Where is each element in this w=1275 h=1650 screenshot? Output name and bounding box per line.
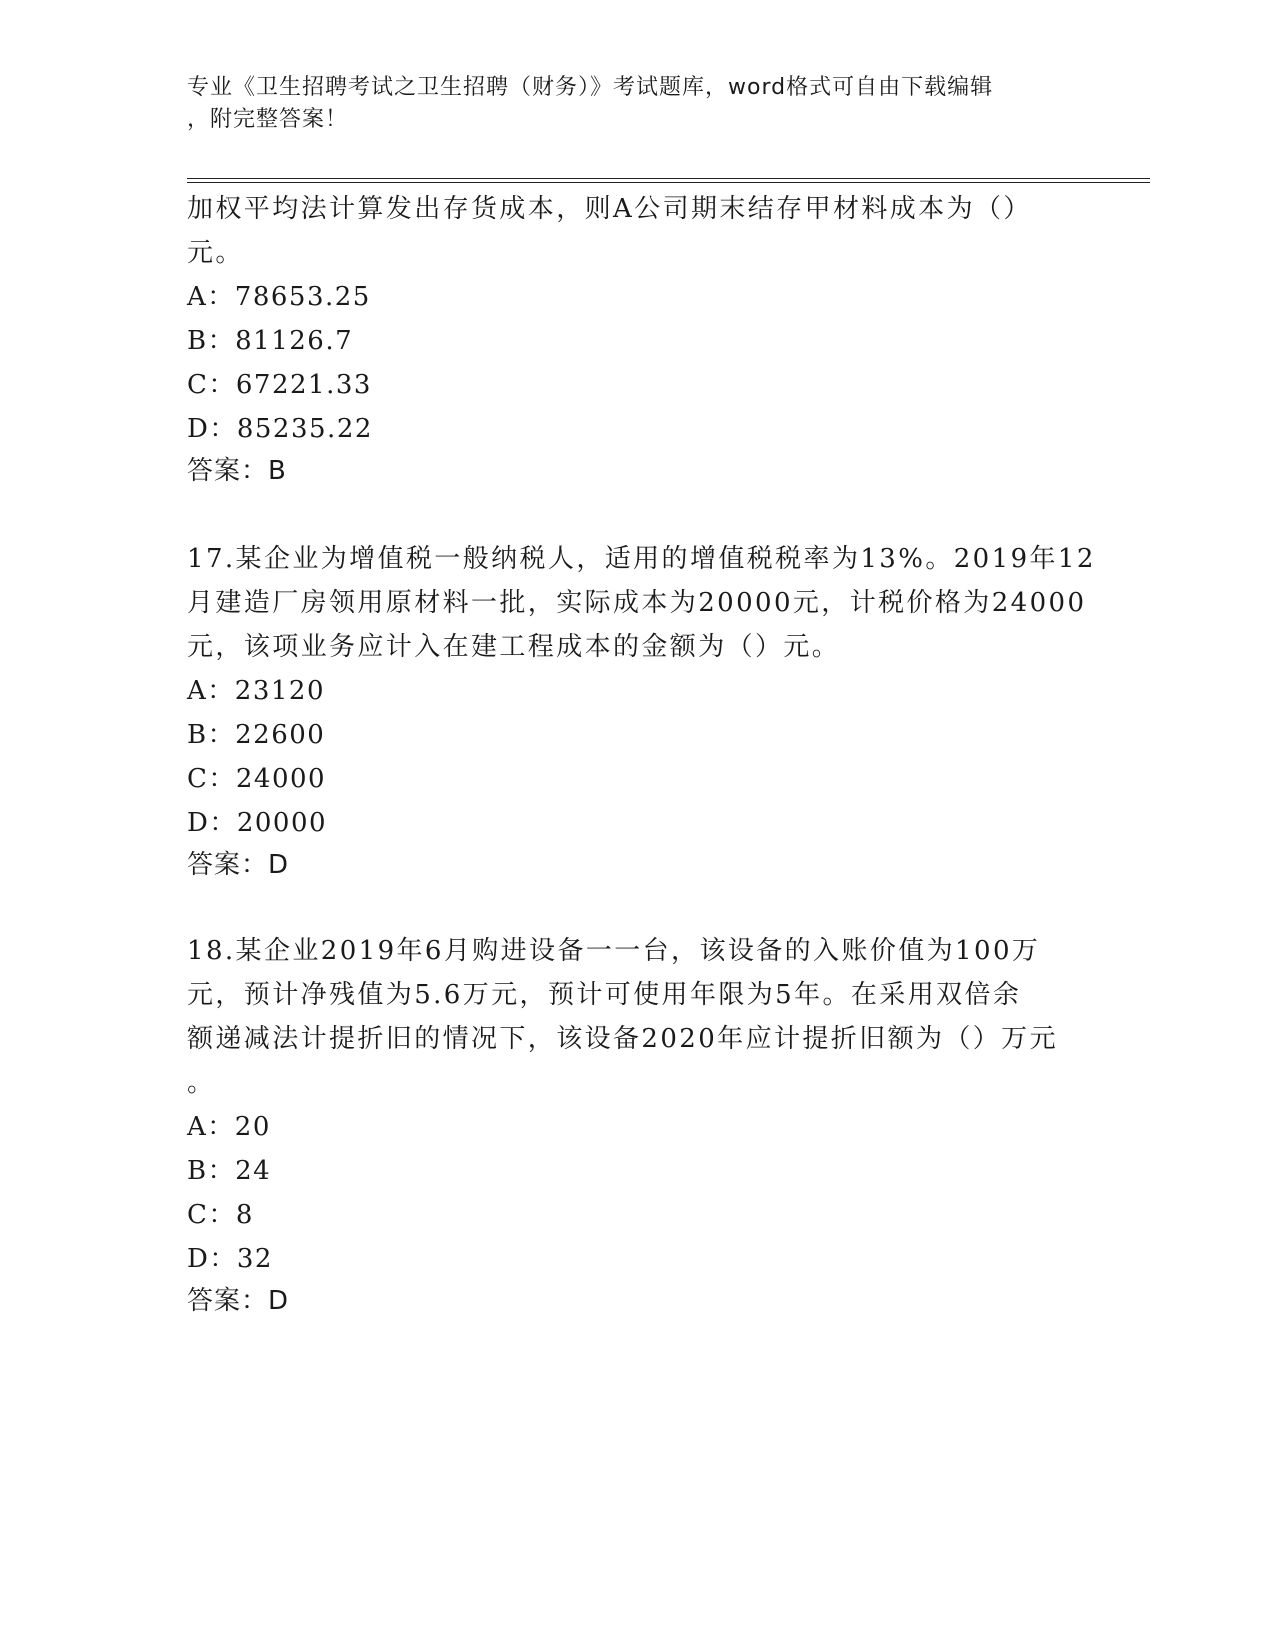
q16-stem-line-1: 加权平均法计算发出存货成本，则A公司期末结存甲材料成本为（） bbox=[187, 194, 1032, 224]
q18-stem-line-2: 元，预计净残值为5.6万元，预计可使用年限为5年。在采用双倍余 bbox=[187, 980, 1022, 1010]
q17-stem-line-3: 元，该项业务应计入在建工程成本的金额为（）元。 bbox=[187, 632, 841, 662]
q18-stem-line-3: 额递减法计提折旧的情况下，该设备2020年应计提折旧额为（）万元 bbox=[187, 1024, 1058, 1054]
q18-option-d: D：32 bbox=[187, 1244, 273, 1274]
document-header bbox=[187, 72, 1087, 136]
q17-stem-line-1: 17.某企业为增值税一般纳税人，适用的增值税税率为13%。2019年12 bbox=[187, 544, 1096, 574]
q18-answer: 答案：D bbox=[187, 1286, 290, 1316]
q18-stem-line-4: 。 bbox=[187, 1068, 216, 1098]
header-divider-bottom bbox=[187, 182, 1150, 183]
q16-stem-line-2: 元。 bbox=[187, 238, 244, 268]
q17-option-c: C：24000 bbox=[187, 764, 327, 794]
q17-answer: 答案：D bbox=[187, 850, 290, 880]
q17-option-b: B：22600 bbox=[187, 720, 326, 750]
header-title-line-1: 专业《卫生招聘考试之卫生招聘（财务）》考试题库，word格式可自由下载编辑 bbox=[187, 75, 994, 100]
q18-stem-line-1: 18.某企业2019年6月购进设备一一台，该设备的入账价值为100万 bbox=[187, 936, 1041, 966]
q18-option-a: A：20 bbox=[187, 1112, 271, 1142]
q16-option-b: B：81126.7 bbox=[187, 326, 354, 356]
header-title-line-2: ，附完整答案！ bbox=[187, 107, 349, 132]
q17-option-a: A：23120 bbox=[187, 676, 325, 706]
q18-option-b: B：24 bbox=[187, 1156, 272, 1186]
q16-option-c: C：67221.33 bbox=[187, 370, 372, 400]
q16-option-a: A：78653.25 bbox=[187, 282, 371, 312]
q17-option-d: D：20000 bbox=[187, 808, 328, 838]
q18-option-c: C：8 bbox=[187, 1200, 254, 1230]
header-divider-top bbox=[187, 178, 1150, 179]
q17-stem-line-2: 月建造厂房领用原材料一批，实际成本为20000元，计税价格为24000 bbox=[187, 588, 1087, 618]
q16-answer: 答案：B bbox=[187, 456, 287, 486]
q16-option-d: D：85235.22 bbox=[187, 414, 373, 444]
